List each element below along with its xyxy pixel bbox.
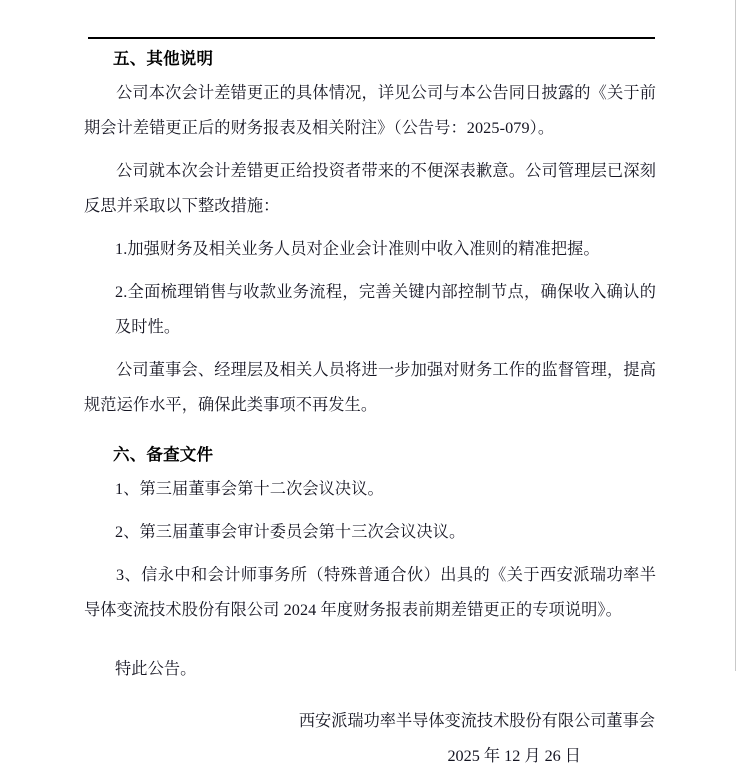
remediation-measure-2: 2.全面梳理销售与收款业务流程，完善关键内部控制节点，确保收入确认的及时性。: [115, 283, 656, 336]
remediation-measure-1: 1.加强财务及相关业务人员对企业会计准则中收入准则的精准把握。: [115, 240, 600, 258]
signature-spacer: [84, 687, 656, 704]
section-five-paragraph-2: 公司就本次会计差错更正给投资者带来的不便深表歉意。公司管理层已深刻反思并采取以下整改措施：: [84, 162, 656, 215]
paragraph-spacer: [84, 550, 656, 558]
paragraph-spacer: [84, 507, 656, 515]
section-five-paragraph-1: 公司本次会计差错更正的具体情况，详见公司与本公告同日披露的《关于前期会计差错更正后的财务报表及相关附注》（公告号：2025-079）。: [84, 84, 656, 137]
header-horizontal-rule: [88, 37, 655, 39]
section-five-closing-paragraph: 公司董事会、经理层及相关人员将进一步加强对财务工作的监督管理，提高规范运作水平，确保此类事项不再发生。: [84, 361, 656, 414]
page-right-border: [735, 0, 736, 671]
paragraph-spacer: [84, 345, 656, 353]
paragraph-spacer: [84, 224, 656, 232]
signature-issuer: 西安派瑞功率半导体变流技术股份有限公司董事会: [298, 712, 655, 730]
closing-statement: 特此公告。: [115, 660, 197, 678]
paragraph-spacer: [84, 146, 656, 154]
signature-date: 2025 年 12 月 26 日: [447, 747, 581, 765]
document-content: [84, 44, 656, 774]
section-spacer: [84, 628, 656, 652]
paragraph-spacer: [84, 267, 656, 275]
section-spacer: [84, 423, 656, 440]
reference-document-item-3: 3、信永中和会计师事务所（特殊普通合伙）出具的《关于西安派瑞功率半导体变流技术股份有限公司 2024 年度财务报表前期差错更正的专项说明》。: [84, 566, 656, 619]
section-heading-six: 六、备查文件: [113, 445, 214, 464]
reference-document-item-2: 2、第三届董事会审计委员会第十三次会议决议。: [115, 523, 466, 541]
reference-document-item-1: 1、第三届董事会第十二次会议决议。: [115, 480, 384, 498]
section-heading-five: 五、其他说明: [113, 49, 214, 68]
